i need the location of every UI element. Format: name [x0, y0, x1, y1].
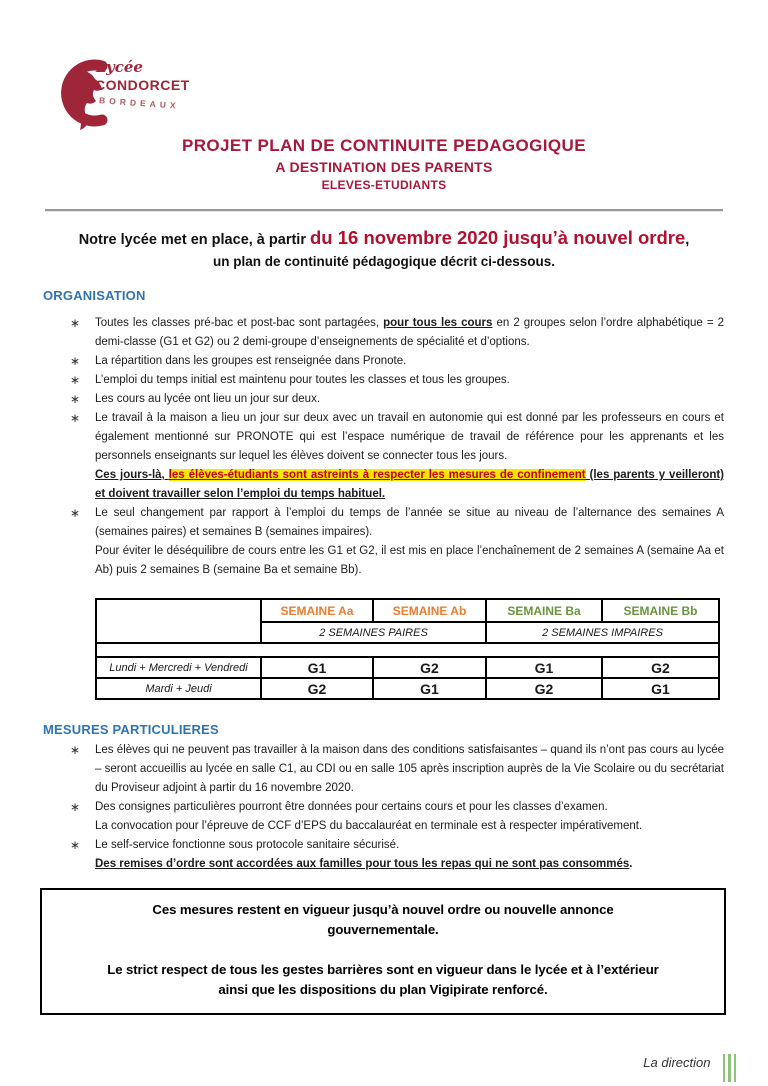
- bullet-text: Le travail à la maison a lieu un jour sur deux avec un travail en autonomie qui est donné par les professeurs en cours et également mentionné sur PRONOTE qui est l’espace numérique de travail de référence pour les apprenants et les personnels enseignants sur lequel les élèves doivent se connecter tous les jours.: [95, 412, 724, 462]
- table-header-row: [96, 599, 719, 622]
- bullet-text: Les élèves qui ne peuvent pas travailler à la maison dans des conditions satisfaisantes – quand ils n’ont pas cours au lycée – seront accueillis au lycée en salle C1, au CDI ou en salle 105 après inscription auprès de la Vie Scolaire ou du secrétariat du Proviseur adjoint à partir du 16 novembre 2020.: [95, 744, 724, 794]
- table-cell: G2: [261, 678, 373, 699]
- bullet-text-emphasis: pour tous les cours: [383, 317, 493, 329]
- table-cell: G2: [602, 657, 719, 678]
- bullet-text: .: [629, 858, 633, 870]
- intro-statement: [0, 227, 768, 269]
- intro-line-1: [0, 227, 768, 249]
- bullet-text: Des consignes particulières pourront être données pour certains cours et pour les classes d’examen.: [95, 801, 608, 813]
- bullet-marker: ∗: [70, 838, 81, 852]
- column-header-semaine-ba: SEMAINE Ba: [486, 599, 602, 622]
- bullet-marker: ∗: [70, 743, 81, 757]
- organisation-bullet-list: [60, 314, 724, 580]
- bullet-text: La convocation pour l’épreuve de CCF d’EPS du baccalauréat en terminale est à respecter impérativement.: [95, 820, 643, 832]
- bullet-text: en 2 groupes selon l’ordre alphabétique = 2 demi-classe (G1 et G2) ou 2 demi-groupe d’enseignements de spécialité et d’options.: [95, 317, 725, 348]
- list-item: [60, 504, 724, 580]
- table-cell: G1: [261, 657, 373, 678]
- logo-text-condorcet: CONDORCET: [95, 77, 190, 93]
- list-item: [60, 741, 724, 798]
- bullet-marker: ∗: [70, 506, 81, 520]
- list-item: [60, 836, 724, 874]
- title-line-1: PROJET PLAN DE CONTINUITE PEDAGOGIQUE: [182, 136, 586, 155]
- logo-text-lycee: Lycée: [96, 58, 143, 76]
- bullet-text: Le seul changement par rapport à l’emploi du temps de l’année se situe au niveau de l’alternance des semaines A (semaines paires) et semaines B (semaines impaires).: [95, 507, 724, 538]
- footer: [643, 1048, 736, 1082]
- bullet-marker: ∗: [70, 800, 81, 814]
- notice-line: Le strict respect de tous les gestes barrières sont en vigueur dans le lycée et à l’extérieur: [107, 962, 659, 977]
- bullet-text: Les cours au lycée ont lieu un jour sur deux.: [95, 393, 321, 405]
- bullet-text-highlighted: les élèves-étudiants sont astreints à respecter les mesures de confinement: [168, 469, 586, 481]
- spacer-cell: [96, 643, 719, 657]
- intro-date-emphasis: du 16 novembre 2020 jusqu’à nouvel ordre: [310, 227, 686, 248]
- section-heading-mesures: MESURES PARTICULIERES: [43, 722, 219, 737]
- bullet-text: Le self-service fonctionne sous protocole sanitaire sécurisé.: [95, 839, 400, 851]
- table-cell: G1: [373, 678, 486, 699]
- notice-line: Ces mesures restent en vigueur jusqu’à nouvel ordre ou nouvelle annonce: [152, 902, 614, 917]
- week-alternance-table: [95, 598, 720, 700]
- logo-text-bordeaux: BORDEAUX: [98, 95, 180, 111]
- list-item: [60, 371, 724, 390]
- bullet-text: L’emploi du temps initial est maintenu pour toutes les classes et tous les groupes.: [95, 374, 510, 386]
- bullet-text-bold: Des remises d’ordre sont accordées aux familles pour tous les repas qui ne sont pas consommés: [95, 858, 630, 870]
- bullet-text-bold: Ces jours-là,: [95, 469, 169, 481]
- bullet-marker: ∗: [70, 354, 81, 368]
- table-row: [96, 678, 719, 699]
- column-header-semaine-aa: SEMAINE Aa: [261, 599, 373, 622]
- row-label: Lundi + Mercredi + Vendredi: [96, 657, 261, 678]
- bullet-text: Toutes les classes pré-bac et post-bac sont partagées,: [95, 317, 384, 329]
- table-cell: G1: [486, 657, 602, 678]
- horizontal-divider: [45, 209, 723, 211]
- school-logo: [50, 50, 280, 138]
- table-cell: G2: [373, 657, 486, 678]
- title-line-3: ELEVES-ETUDIANTS: [321, 178, 447, 192]
- bullet-text: La répartition dans les groupes est renseignée dans Pronote.: [95, 355, 407, 367]
- triple-bars-icon: [723, 1048, 737, 1082]
- section-heading-organisation: ORGANISATION: [43, 288, 146, 303]
- list-item: [60, 352, 724, 371]
- title-line-2: A DESTINATION DES PARENTS: [275, 159, 493, 175]
- notice-line: ainsi que les dispositions du plan Vigipirate renforcé.: [218, 982, 548, 997]
- document-title: [0, 136, 768, 192]
- list-item: [60, 409, 724, 504]
- intro-prefix: Notre lycée met en place, à partir: [78, 232, 310, 248]
- bullet-text: Pour éviter le déséquilibre de cours entre les G1 et G2, il est mis en place l’enchaînement de 2 semaines A (semaine Aa et Ab) puis 2 semaines B (semaine Ba et semaine Bb).: [95, 545, 724, 576]
- table-spacer-row: [96, 643, 719, 657]
- table-cell: G1: [602, 678, 719, 699]
- signature-text: La direction: [643, 1055, 711, 1070]
- bullet-marker: ∗: [70, 411, 81, 425]
- bullet-marker: ∗: [70, 392, 81, 406]
- bullet-text-bold: (les parents y veilleront) et doivent travailler selon l’emploi du temps habituel.: [95, 469, 725, 500]
- group-header-paires: 2 SEMAINES PAIRES: [261, 622, 486, 643]
- notice-box: [40, 888, 726, 1015]
- intro-suffix: ,: [685, 232, 690, 248]
- column-header-semaine-bb: SEMAINE Bb: [602, 599, 719, 622]
- table-cell: G2: [486, 678, 602, 699]
- list-item: [60, 314, 724, 352]
- group-header-impaires: 2 SEMAINES IMPAIRES: [486, 622, 719, 643]
- table-corner-cell: [96, 599, 261, 643]
- table-row: [96, 657, 719, 678]
- list-item: [60, 390, 724, 409]
- bullet-marker: ∗: [70, 373, 81, 387]
- row-label: Mardi + Jeudi: [96, 678, 261, 699]
- bullet-marker: ∗: [70, 316, 81, 330]
- list-item: [60, 798, 724, 836]
- mesures-bullet-list: [60, 741, 724, 874]
- column-header-semaine-ab: SEMAINE Ab: [373, 599, 486, 622]
- notice-line: gouvernementale.: [327, 922, 439, 937]
- intro-line-2: un plan de continuité pédagogique décrit ci-dessous.: [212, 254, 556, 269]
